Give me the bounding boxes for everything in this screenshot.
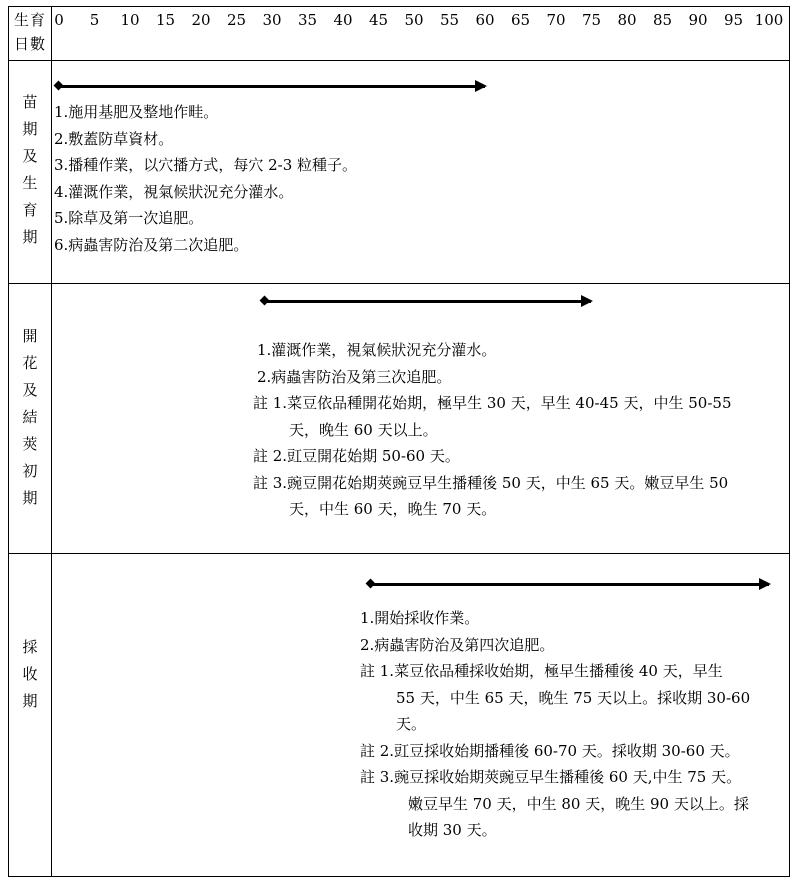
stage-notes-flowering	[253, 337, 732, 523]
list-item: 3.播種作業，以穴播方式，每穴 2-3 粒種子。	[54, 156, 358, 174]
list-item: 1.施用基肥及整地作畦。	[54, 103, 219, 121]
stage-label-flowering: 開 花 及 結 莢 初 期	[22, 327, 38, 507]
day-tick-label: 85	[652, 11, 673, 29]
header-label-line1: 生育	[13, 11, 46, 29]
day-tick-label: 55	[439, 11, 460, 29]
list-item: 1.開始採收作業。	[360, 609, 480, 627]
arrow-right-icon	[475, 80, 487, 92]
day-tick-label: 80	[617, 11, 637, 29]
stage-label-seedling: 苗 期 及 生 育 期	[22, 93, 38, 246]
day-tick-label: 45	[368, 11, 389, 29]
day-tick-label: 0	[54, 11, 64, 29]
start-marker-icon	[366, 579, 376, 589]
list-item: 6.病蟲害防治及第二次追肥。	[54, 235, 249, 254]
list-item: 天，中生 60 天，晚生 70 天。	[289, 500, 497, 518]
row-divider-2	[9, 553, 789, 554]
day-tick-label: 65	[510, 11, 531, 29]
day-tick-label: 50	[404, 11, 424, 29]
day-tick-label: 15	[155, 11, 176, 29]
list-item: 註 1.菜豆依品種採收始期，極早生播種後 40 天，早生	[360, 662, 723, 680]
list-item: 嫩豆早生 70 天，中生 80 天，晚生 90 天以上。採	[408, 794, 749, 813]
list-item: 註 2.豇豆開花始期 50-60 天。	[253, 447, 460, 465]
header-divider	[9, 60, 789, 61]
day-tick-label: 75	[581, 11, 602, 29]
header-label-line2: 日數	[13, 35, 46, 53]
stage-label-harvest: 採 收 期	[22, 638, 38, 710]
list-item: 4.灌溉作業，視氣候狀況充分灌水。	[54, 182, 294, 201]
day-tick-label: 10	[120, 11, 140, 29]
list-item: 1.灌溉作業，視氣候狀況充分灌水。	[257, 341, 497, 359]
start-marker-icon	[259, 296, 269, 306]
column-divider	[51, 7, 52, 876]
start-marker-icon	[54, 81, 64, 91]
arrow-right-icon	[581, 295, 593, 307]
day-tick-label: 30	[262, 11, 282, 29]
day-tick-label: 95	[723, 11, 744, 29]
list-item: 天。	[396, 715, 427, 733]
stage-notes-seedling	[54, 99, 357, 258]
row-divider-1	[9, 283, 789, 284]
arrow-right-icon	[759, 578, 771, 590]
day-tick-label: 25	[226, 11, 247, 29]
list-item: 2.病蟲害防治及第三次追肥。	[257, 367, 452, 386]
list-item: 2.敷蓋防草資材。	[54, 129, 174, 148]
stage-notes-harvest	[360, 605, 750, 844]
list-item: 天，晚生 60 天以上。	[289, 420, 438, 439]
day-tick-label: 100	[754, 11, 784, 29]
growth-schedule-table	[8, 6, 790, 877]
day-tick-label: 90	[688, 11, 708, 29]
day-tick-label: 20	[191, 11, 211, 29]
list-item: 註 3.豌豆開花始期莢豌豆早生播種後 50 天，中生 65 天。嫩豆早生 50	[253, 473, 729, 492]
day-tick-label: 35	[297, 11, 318, 29]
list-item: 收期 30 天。	[408, 821, 497, 839]
list-item: 註 3.豌豆採收始期莢豌豆早生播種後 60 天,中生 75 天。	[360, 768, 742, 786]
day-tick-label: 70	[546, 11, 566, 29]
list-item: 5.除草及第一次追肥。	[54, 209, 204, 227]
list-item: 註 2.豇豆採收始期播種後 60-70 天。採收期 30-60 天。	[360, 741, 740, 760]
list-item: 55 天，中生 65 天，晚生 75 天以上。採收期 30-60	[396, 688, 751, 707]
day-tick-label: 60	[475, 11, 495, 29]
list-item: 2.病蟲害防治及第四次追肥。	[360, 635, 555, 654]
list-item: 註 1.菜豆依品種開花始期，極早生 30 天，早生 40-45 天，中生 50-55	[253, 394, 732, 412]
day-tick-label: 40	[333, 11, 353, 29]
day-tick-label: 5	[89, 11, 100, 29]
